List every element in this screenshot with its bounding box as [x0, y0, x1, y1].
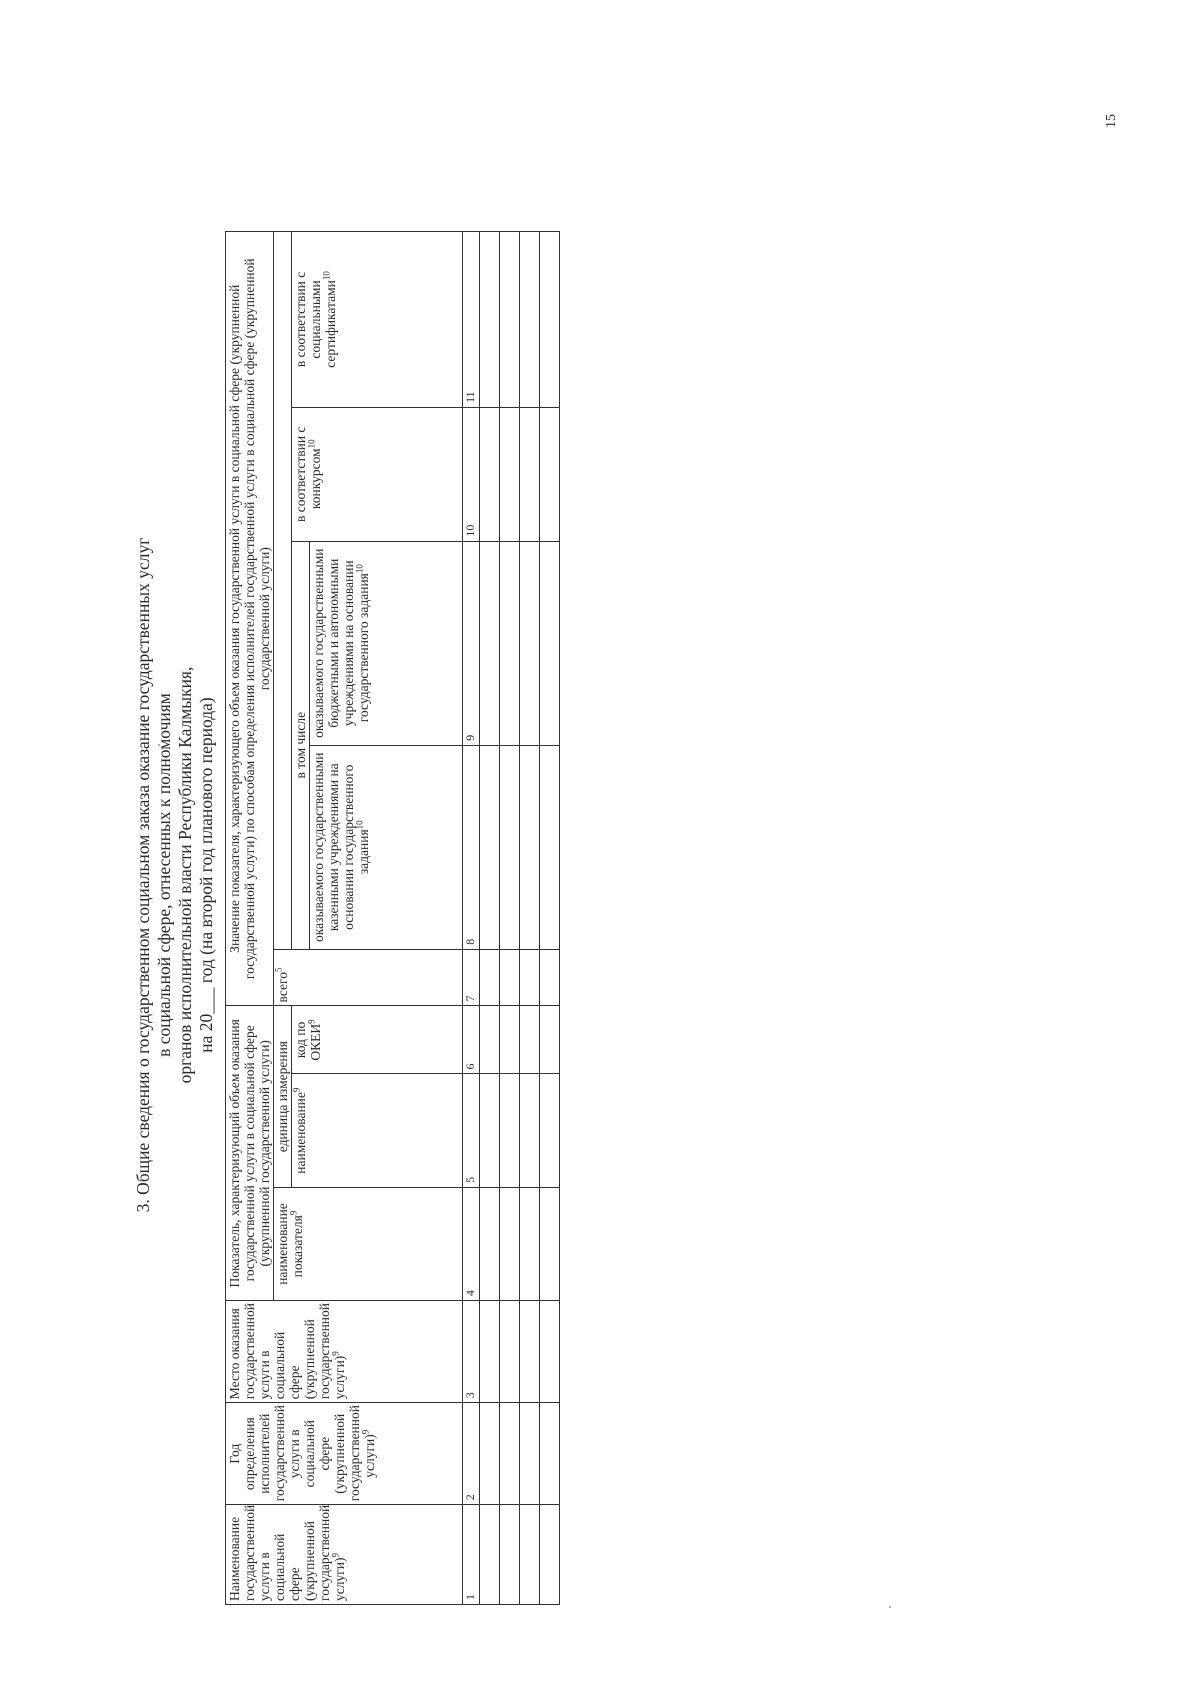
social-order-table	[225, 231, 560, 1605]
table-cell	[520, 1301, 540, 1403]
table-cell	[540, 949, 560, 1006]
header-including: в том числе	[292, 541, 310, 949]
rotated-content	[133, 125, 613, 1625]
column-number: 1	[463, 1505, 480, 1605]
header-place: Место оказания государственной услуги в социальной сфере (укрупненной государственной услуги)$^9$	[226, 1301, 463, 1403]
section-title	[133, 125, 217, 1625]
header-certificates: в соответствии с социальными сертификатами$^{10}$	[292, 232, 463, 408]
table-cell	[500, 745, 520, 949]
table-cell	[480, 1403, 500, 1505]
title-line-4: на 20___ год (на второй год планового периода)	[196, 697, 216, 1053]
table-cell	[480, 1074, 500, 1187]
table-row	[520, 232, 540, 1605]
table-cell	[500, 1403, 520, 1505]
table-cell	[540, 1006, 560, 1074]
title-line-1: 3. Общие сведения о государственном социальном заказа оказание государственных услуг	[133, 537, 153, 1213]
table-cell	[480, 541, 500, 745]
column-number: 4	[463, 1187, 480, 1300]
table-cell	[480, 745, 500, 949]
column-number: 5	[463, 1074, 480, 1187]
column-number: 11	[463, 232, 480, 408]
header-total: всего$^5$	[274, 949, 463, 1006]
table-cell	[520, 232, 540, 408]
table-cell	[480, 407, 500, 541]
table-cell	[520, 1006, 540, 1074]
table-cell	[480, 1187, 500, 1300]
column-number: 7	[463, 949, 480, 1006]
title-line-2: в социальной сфере, отнесенных к полномочиям	[154, 693, 174, 1057]
table-row	[500, 232, 520, 1605]
header-service-name: Наименование государственной услуги в социальной сфере (укрупненной государственной услуги)$^9$	[226, 1505, 463, 1605]
table-cell	[520, 1505, 540, 1605]
table-cell	[480, 1006, 500, 1074]
table-cell	[540, 1301, 560, 1403]
table-cell	[500, 949, 520, 1006]
table-cell	[540, 407, 560, 541]
table-row	[480, 232, 500, 1605]
column-number: 9	[463, 541, 480, 745]
header-indicator-name: наименование показателя$^9$	[274, 1187, 463, 1300]
column-number-row	[463, 232, 480, 1605]
table-cell	[500, 1301, 520, 1403]
header-blank	[274, 232, 292, 950]
table-cell	[480, 949, 500, 1006]
table-cell	[500, 541, 520, 745]
column-number: 2	[463, 1403, 480, 1505]
table-cell	[500, 407, 520, 541]
page-number: 15	[1104, 114, 1119, 128]
table-row	[540, 232, 560, 1605]
column-number: 10	[463, 407, 480, 541]
column-number: 3	[463, 1301, 480, 1403]
header-unit-code: код по ОКЕИ$^9$	[292, 1006, 463, 1074]
table-cell	[520, 949, 540, 1006]
header-unit: единица измерения	[274, 1006, 292, 1187]
header-value-group: Значение показателя, характеризующего объем оказания государственной услуги в социальной сфере (укрупненной государственной услуги) по способам определения исполнителей государственной услуги в социальной сфере (укрупненной государственной услуги)	[226, 232, 274, 1006]
table-cell	[500, 1187, 520, 1300]
table-cell	[500, 1006, 520, 1074]
table-cell	[540, 1505, 560, 1605]
table-cell	[480, 232, 500, 408]
table-cell	[540, 745, 560, 949]
table-cell	[520, 745, 540, 949]
table-cell	[520, 1187, 540, 1300]
table-cell	[520, 407, 540, 541]
header-year: Год определения исполнителей государственной услуги в социальной сфере (укрупненной государственной услуги)$^9$	[226, 1403, 463, 1505]
table-cell	[540, 1074, 560, 1187]
table-cell	[540, 1187, 560, 1300]
table-cell	[540, 232, 560, 408]
header-state-treasury: оказываемого государственными казенными учреждениями на основании государственного задания$^{10}$	[310, 745, 463, 949]
title-line-3: органов исполнительной власти Республики Калмыкия,	[175, 666, 195, 1084]
header-unit-name: наименование$^9$	[292, 1074, 463, 1187]
table-cell	[500, 1074, 520, 1187]
table-cell	[500, 232, 520, 408]
column-number: 6	[463, 1006, 480, 1074]
table-cell	[480, 1505, 500, 1605]
table-cell	[520, 541, 540, 745]
table-cell	[500, 1505, 520, 1605]
table-cell	[520, 1403, 540, 1505]
header-indicator-group: Показатель, характеризующий объем оказания государственной услуги в социальной сфере (укрупненной государственной услуги)	[226, 1006, 274, 1301]
header-competition: в соответствии с конкурсом$^{10}$	[292, 407, 463, 541]
table-cell	[520, 1074, 540, 1187]
table-cell	[540, 541, 560, 745]
scan-speck	[889, 1606, 891, 1608]
header-state-budget: оказываемого государственными бюджетными и автономными учреждениями на основании государственного задания$^{10}$	[310, 541, 463, 745]
table-cell	[480, 1301, 500, 1403]
column-number: 8	[463, 745, 480, 949]
table-cell	[540, 1403, 560, 1505]
